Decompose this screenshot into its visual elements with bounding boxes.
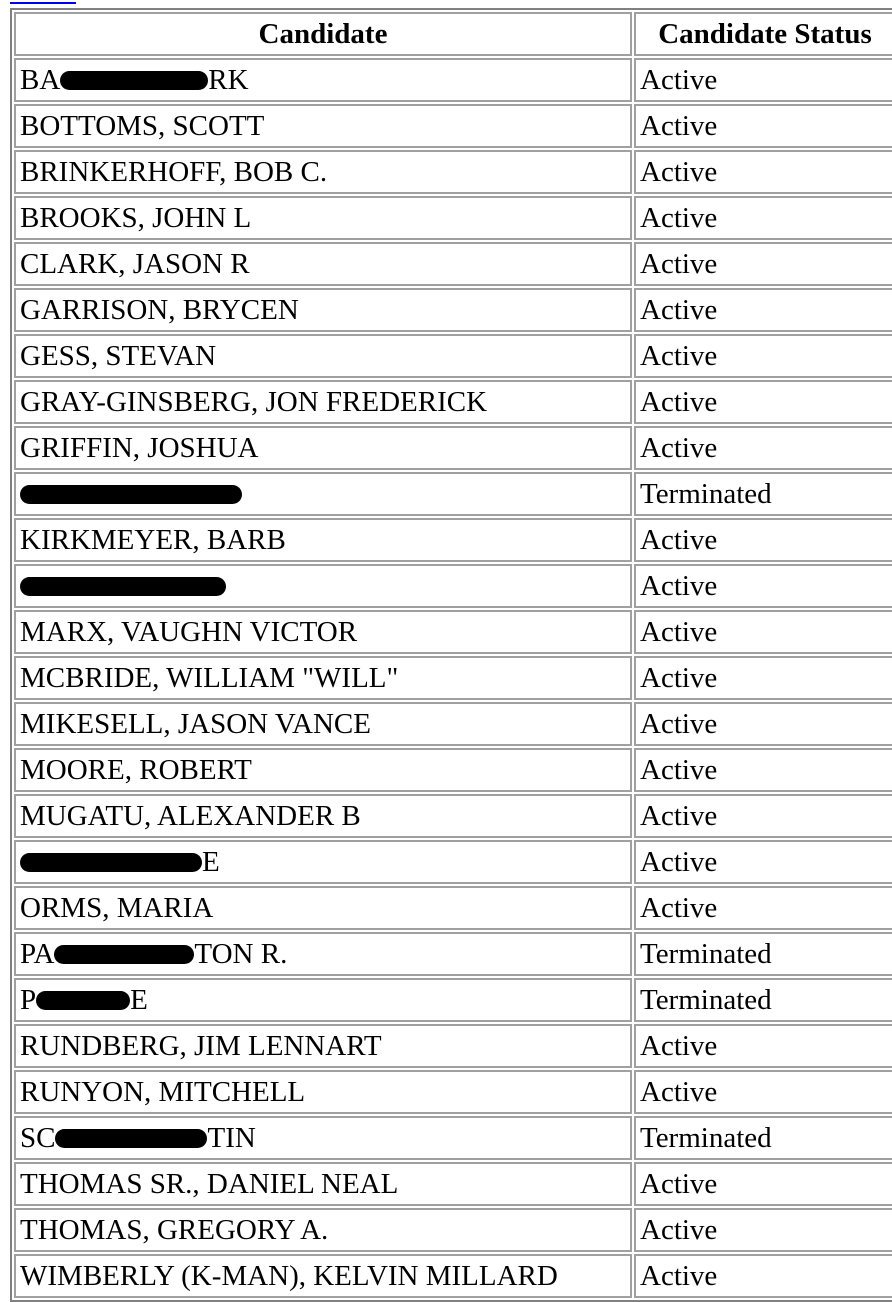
table-row xyxy=(14,840,892,884)
candidate-name: GARRISON, BRYCEN xyxy=(20,294,299,326)
candidate-status: Active xyxy=(634,1024,892,1068)
top-link[interactable] xyxy=(10,0,76,4)
candidate-status: Active xyxy=(634,840,892,884)
candidate-name: BRINKERHOFF, BOB C. xyxy=(20,156,328,188)
candidate-status: Active xyxy=(634,288,892,332)
table-row xyxy=(14,104,892,148)
candidate-status: Active xyxy=(634,1208,892,1252)
candidate-name-cell xyxy=(14,1024,632,1068)
candidate-name: MIKESELL, JASON VANCE xyxy=(20,708,371,740)
redaction-mark xyxy=(60,71,208,90)
table-row xyxy=(14,1208,892,1252)
table-row xyxy=(14,564,892,608)
candidate-name: GRIFFIN, JOSHUA xyxy=(20,432,259,464)
candidate-name: SC xyxy=(20,1122,56,1154)
candidate-status: Terminated xyxy=(634,978,892,1022)
candidate-name: PA xyxy=(20,938,55,970)
candidate-name-suffix: RK xyxy=(208,64,249,96)
candidate-name-cell xyxy=(14,380,632,424)
candidate-status: Active xyxy=(634,610,892,654)
candidate-status: Active xyxy=(634,334,892,378)
candidate-status: Active xyxy=(634,242,892,286)
table-row xyxy=(14,748,892,792)
candidate-name: MUGATU, ALEXANDER B xyxy=(20,800,361,832)
table-row xyxy=(14,978,892,1022)
candidate-name-cell xyxy=(14,794,632,838)
candidate-status: Active xyxy=(634,702,892,746)
candidate-name: GRAY-GINSBERG, JON FREDERICK xyxy=(20,386,488,418)
candidate-name-cell xyxy=(14,1070,632,1114)
candidate-name-cell xyxy=(14,472,632,516)
candidate-status: Terminated xyxy=(634,932,892,976)
table-row xyxy=(14,794,892,838)
candidate-name: CLARK, JASON R xyxy=(20,248,250,280)
candidate-status: Active xyxy=(634,104,892,148)
candidate-name: BROOKS, JOHN L xyxy=(20,202,252,234)
header-row xyxy=(14,12,892,56)
candidate-name-suffix: E xyxy=(202,846,220,878)
candidate-status: Active xyxy=(634,58,892,102)
candidate-name: MARX, VAUGHN VICTOR xyxy=(20,616,358,648)
candidate-name-cell xyxy=(14,58,632,102)
table-row xyxy=(14,58,892,102)
candidate-name-cell xyxy=(14,518,632,562)
candidate-name-cell xyxy=(14,196,632,240)
table-row xyxy=(14,196,892,240)
candidate-status: Active xyxy=(634,886,892,930)
candidate-name: P xyxy=(20,984,37,1016)
table-row xyxy=(14,1024,892,1068)
column-header-candidate: Candidate xyxy=(14,12,632,56)
candidate-name-cell xyxy=(14,334,632,378)
redaction-mark xyxy=(54,945,194,964)
candidate-name-cell xyxy=(14,104,632,148)
table-row xyxy=(14,702,892,746)
redaction-mark xyxy=(55,1129,207,1148)
candidate-status: Active xyxy=(634,1162,892,1206)
candidate-name-cell xyxy=(14,1254,632,1298)
table-row xyxy=(14,518,892,562)
candidate-name-suffix: E xyxy=(130,984,148,1016)
candidate-status: Active xyxy=(634,1254,892,1298)
table-row xyxy=(14,334,892,378)
candidate-name-suffix: TIN xyxy=(207,1122,256,1154)
candidate-status: Active xyxy=(634,564,892,608)
redaction-mark xyxy=(20,853,202,872)
candidate-status: Active xyxy=(634,1070,892,1114)
candidate-name: RUNDBERG, JIM LENNART xyxy=(20,1030,382,1062)
table-row xyxy=(14,472,892,516)
candidate-name-cell xyxy=(14,1116,632,1160)
candidate-status: Active xyxy=(634,196,892,240)
table-row xyxy=(14,288,892,332)
candidate-name: THOMAS, GREGORY A. xyxy=(20,1214,329,1246)
table-row xyxy=(14,1116,892,1160)
candidate-name: RUNYON, MITCHELL xyxy=(20,1076,306,1108)
column-header-status: Candidate Status xyxy=(634,12,892,56)
candidate-name-cell xyxy=(14,426,632,470)
candidate-name-cell xyxy=(14,932,632,976)
table-row xyxy=(14,1254,892,1298)
candidate-status: Terminated xyxy=(634,1116,892,1160)
candidate-name: MOORE, ROBERT xyxy=(20,754,252,786)
candidate-status: Active xyxy=(634,380,892,424)
candidate-name-cell xyxy=(14,564,632,608)
table-row xyxy=(14,1162,892,1206)
candidate-name: MCBRIDE, WILLIAM "WILL" xyxy=(20,662,399,694)
candidate-name: KIRKMEYER, BARB xyxy=(20,524,286,556)
candidate-name-cell xyxy=(14,702,632,746)
redaction-mark xyxy=(36,991,130,1010)
candidate-name: WIMBERLY (K-MAN), KELVIN MILLARD xyxy=(20,1260,558,1292)
table-row xyxy=(14,380,892,424)
redaction-mark xyxy=(20,577,226,596)
candidate-name: THOMAS SR., DANIEL NEAL xyxy=(20,1168,399,1200)
redaction-mark xyxy=(20,485,242,504)
table-row xyxy=(14,150,892,194)
candidate-name: BOTTOMS, SCOTT xyxy=(20,110,265,142)
candidate-status: Active xyxy=(634,794,892,838)
candidate-name-cell xyxy=(14,150,632,194)
table-row xyxy=(14,1070,892,1114)
candidate-name-cell xyxy=(14,840,632,884)
candidate-name-cell xyxy=(14,978,632,1022)
candidate-name-cell xyxy=(14,610,632,654)
candidate-status: Active xyxy=(634,748,892,792)
table-row xyxy=(14,656,892,700)
table-row xyxy=(14,932,892,976)
candidate-name-cell xyxy=(14,1208,632,1252)
candidate-status: Terminated xyxy=(634,472,892,516)
candidate-name-cell xyxy=(14,656,632,700)
candidate-table xyxy=(10,8,892,1302)
candidate-name: BA xyxy=(20,64,61,96)
candidate-name-cell xyxy=(14,288,632,332)
candidate-status: Active xyxy=(634,426,892,470)
table-row xyxy=(14,886,892,930)
table-row xyxy=(14,242,892,286)
candidate-status: Active xyxy=(634,150,892,194)
candidate-name-cell xyxy=(14,1162,632,1206)
candidate-name: ORMS, MARIA xyxy=(20,892,214,924)
candidate-status: Active xyxy=(634,656,892,700)
candidate-name-suffix: TON R. xyxy=(194,938,288,970)
candidate-name-cell xyxy=(14,748,632,792)
table-row xyxy=(14,610,892,654)
table-body xyxy=(14,58,892,1298)
candidate-name-cell xyxy=(14,886,632,930)
candidate-name-cell xyxy=(14,242,632,286)
table-row xyxy=(14,426,892,470)
candidate-name: GESS, STEVAN xyxy=(20,340,217,372)
candidate-status: Active xyxy=(634,518,892,562)
